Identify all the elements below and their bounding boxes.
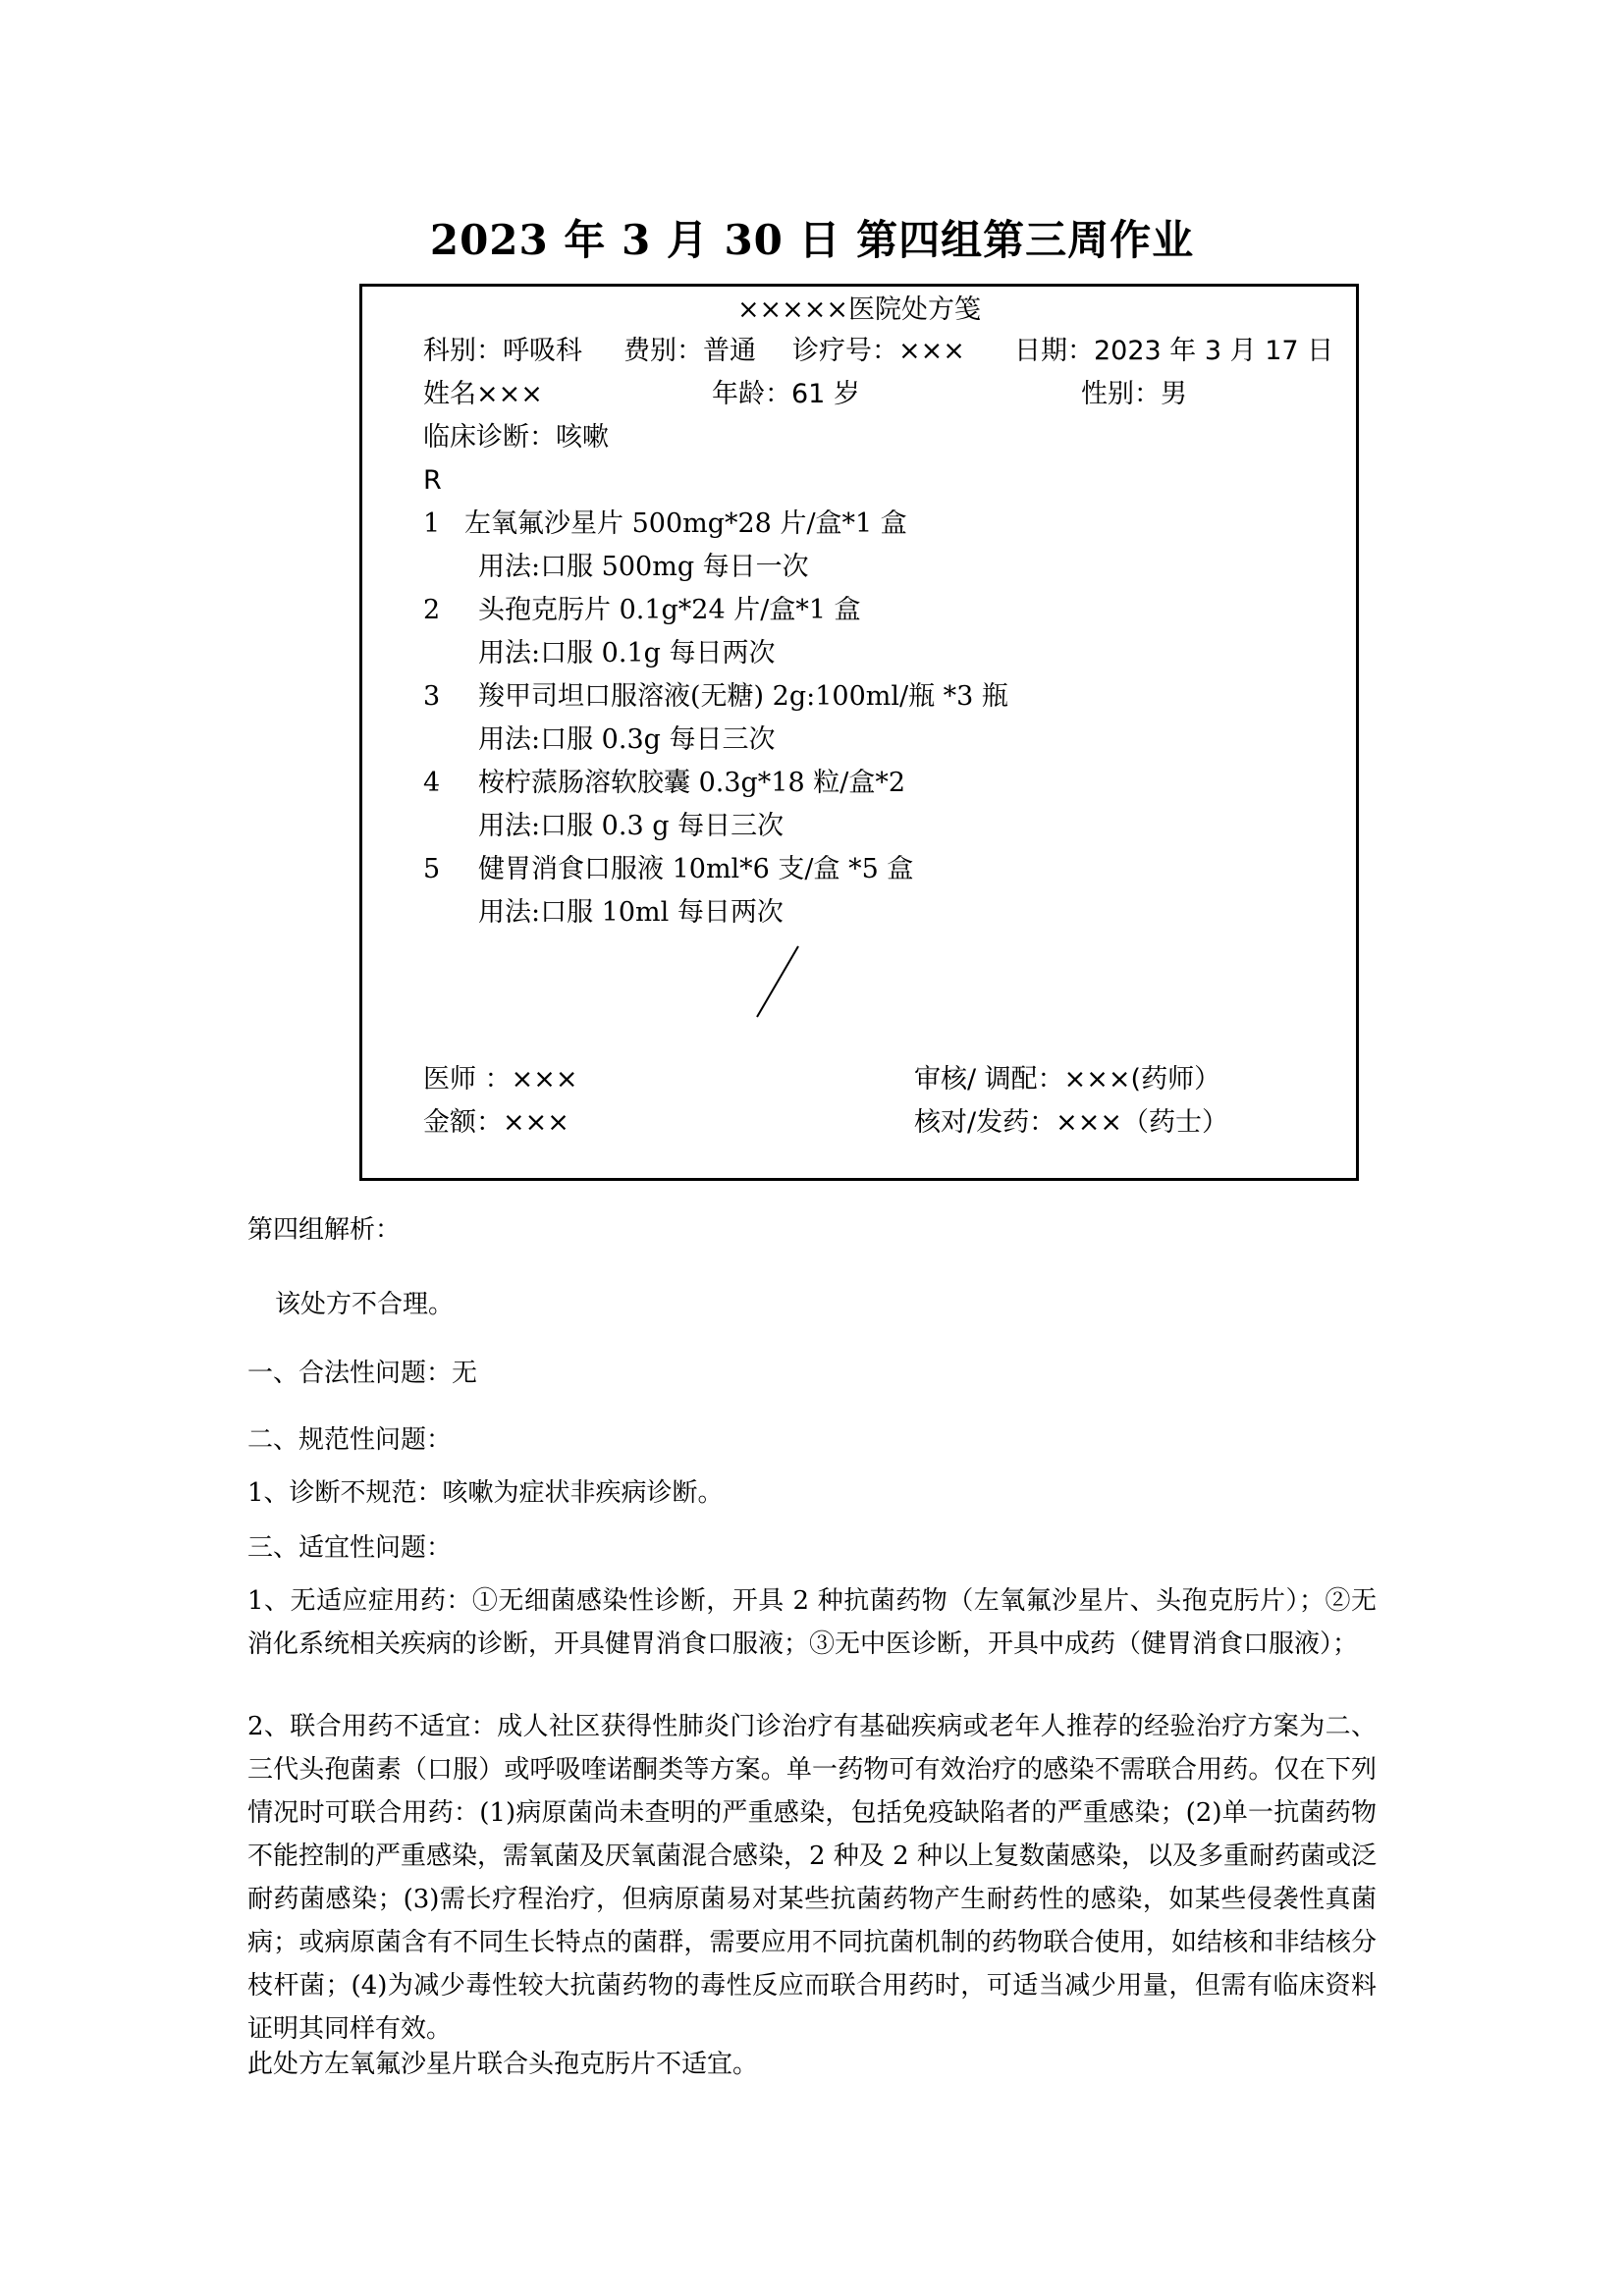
date-field: 日期：2023 年 3 月 17 日 <box>1014 336 1334 366</box>
patient-age-field: 年龄：61 岁 <box>712 379 860 409</box>
doctor-field: 医师 ：××× <box>423 1064 578 1095</box>
drug-item-usage: 用法:口服 0.3g 每日三次 <box>478 724 776 755</box>
drug-item-name: 头孢克肟片 0.1g*24 片/盒*1 盒 <box>478 595 861 625</box>
suitability-item: 1、无适应症用药：①无细菌感染性诊断，开具 2 种抗菌药物（左氧氟沙星片、头孢克肟片）；②无消化系统相关疾病的诊断，开具健胃消食口服液；③无中医诊断，开具中成药（健胃消食口服液）； <box>247 1586 1377 1659</box>
standard-item: 1、诊断不规范：咳嗽为症状非疾病诊断。 <box>247 1478 724 1508</box>
diagnosis-field: 临床诊断：咳嗽 <box>423 422 609 453</box>
page-title: 2023 年 3 月 30 日 第四组第三周作业 <box>429 216 1195 264</box>
suitability-item: 2、联合用药不适宜：成人社区获得性肺炎门诊治疗有基础疾病或老年人推荐的经验治疗方案为二、三代头孢菌素（口服）或呼吸喹诺酮类等方案。单一药物可有效治疗的感染不需联合用药。仅在下列情况时可联合用药：(1)病原菌尚未查明的严重感染，包括免疫缺陷者的严重感染；(2)单一抗菌药物不能控制的严重感染，需氧菌及厌氧菌混合感染，2 种及 2 种以上复数菌感染，以及多重耐药菌或泛耐药菌感染；(3)需长疗程治疗，但病原菌易对某些抗菌药物产生耐药性的感染，如某些侵袭性真菌病；或病原菌含有不同生长特点的菌群，需要应用不同抗菌机制的药物联合使用，如结核和非结核分枝杆菌；(4)为减少毒性较大抗菌药物的毒性反应而联合用药时，可适当减少用量，但需有临床资料证明其同样有效。 <box>247 1712 1377 2044</box>
dept-field: 科别：呼吸科 <box>423 336 582 366</box>
drug-item-name: 羧甲司坦口服溶液(无糖) 2g:100ml/瓶 *3 瓶 <box>478 681 1008 712</box>
drug-item-name: 桉柠蒎肠溶软胶囊 0.3g*18 粒/盒*2 <box>478 768 906 798</box>
patient-sex-field: 性别：男 <box>1081 379 1187 409</box>
drug-item-number: 3 <box>423 681 441 712</box>
drug-item-number: 1 <box>423 508 441 539</box>
drug-item-usage: 用法:口服 0.1g 每日两次 <box>478 638 776 668</box>
check-field: 核对/发药：×××（药士） <box>914 1107 1228 1138</box>
rx-symbol: R <box>423 465 442 496</box>
fee-field: 费别：普通 <box>623 336 756 366</box>
slash-mark <box>755 944 800 1019</box>
drug-item-number: 4 <box>423 768 441 798</box>
prescription-form <box>359 284 1359 1181</box>
analysis-heading: 第四组解析： <box>247 1215 402 1245</box>
standard-heading: 二、规范性问题： <box>247 1425 453 1455</box>
drug-item-usage: 用法:口服 10ml 每日两次 <box>478 897 784 928</box>
analysis-final: 此处方左氧氟沙星片联合头孢克肟片不适宜。 <box>247 2050 759 2079</box>
drug-item-usage: 用法:口服 0.3 g 每日三次 <box>478 811 785 841</box>
hospital-title: ×××××医院处方笺 <box>736 294 982 325</box>
suitability-heading: 三、适宜性问题： <box>247 1533 453 1563</box>
review-field: 审核/ 调配：×××(药师） <box>914 1064 1221 1095</box>
clinic-no-field: 诊疗号：××× <box>792 336 965 366</box>
drug-item-number: 2 <box>423 595 441 625</box>
drug-item-usage: 用法:口服 500mg 每日一次 <box>478 552 809 582</box>
drug-item-number: 5 <box>423 854 441 884</box>
drug-item-name: 健胃消食口服液 10ml*6 支/盒 *5 盒 <box>478 854 914 884</box>
amount-field: 金额：××× <box>423 1107 569 1138</box>
analysis-conclusion: 该处方不合理。 <box>275 1290 455 1319</box>
patient-name-field: 姓名××× <box>423 379 543 409</box>
legality-heading: 一、合法性问题：无 <box>247 1359 478 1388</box>
drug-item-name: 左氧氟沙星片 500mg*28 片/盒*1 盒 <box>464 508 907 539</box>
